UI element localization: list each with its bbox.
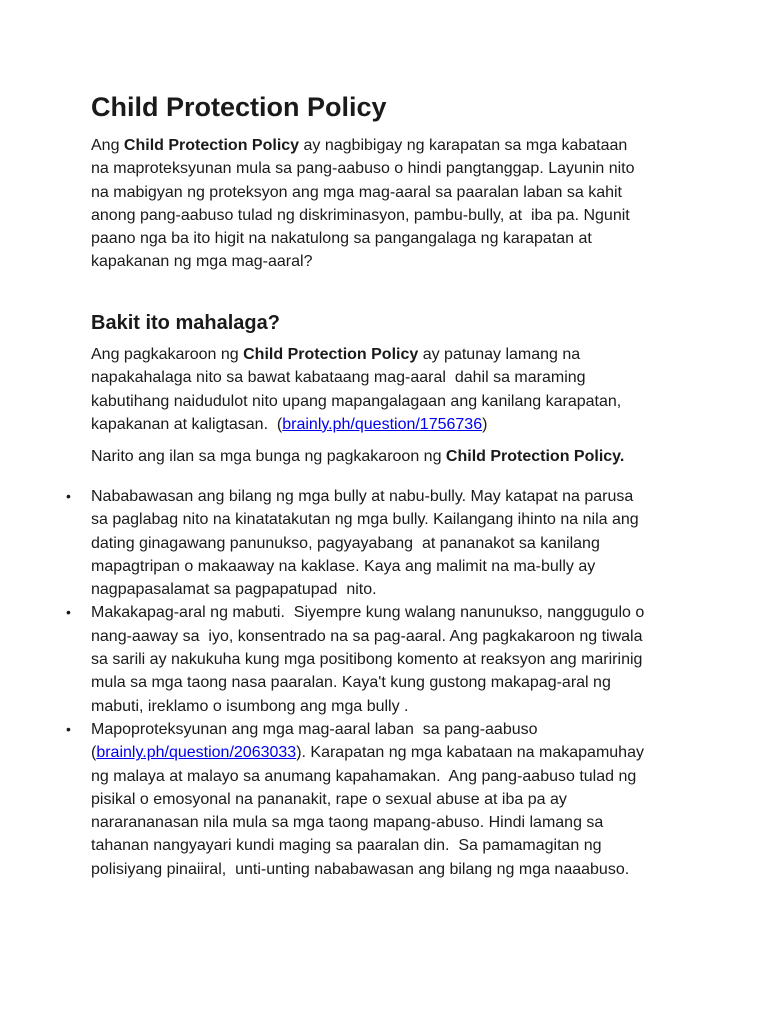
text-line (91, 648, 711, 671)
text-line (91, 671, 711, 694)
text-segment: paano nga ba ito higit na nakatulong sa pangangalaga ng karapatan at (91, 230, 592, 248)
text-line (91, 765, 711, 788)
text-segment: nang-aaway sa iyo, konsentrado na sa pag-aaral. Ang pagkakaroon ng tiwala (91, 627, 643, 645)
text-line (91, 445, 711, 468)
text-segment: kapakanan ng mga mag-aaral? (91, 253, 313, 271)
text-line (91, 741, 711, 764)
page-title: Child Protection Policy (91, 92, 387, 122)
text-line (91, 390, 711, 413)
text-line (91, 695, 711, 718)
brainly-link[interactable]: brainly.ph/question/2063033 (96, 744, 297, 762)
text-line (91, 858, 711, 881)
bullet-icon: • (66, 604, 71, 621)
text-segment: sa sarili ay nakukuha kung mga positibong komento at reaksyon ang maririnig (91, 651, 643, 669)
text-line (91, 204, 711, 227)
text-line (91, 555, 711, 578)
bold-text: Child Protection Policy (243, 346, 419, 363)
text-line (91, 157, 711, 180)
brainly-link[interactable]: brainly.ph/question/1756736 (282, 415, 483, 433)
list-item (66, 601, 711, 717)
text-segment: ay patunay lamang na (418, 346, 581, 363)
text-segment: nagpapasalamat sa pagpapatupad nito. (91, 581, 377, 599)
text-line (91, 578, 711, 601)
text-segment: Ang pagkakaroon ng (91, 346, 244, 363)
text-segment: tahanan nangyayari kundi maging sa paaralan din. Sa pamamagitan ng (91, 837, 602, 855)
text-segment: Ang (91, 137, 124, 154)
text-segment: sa paglabag nito na kinatatakutan ng mga bully. Kailangang ihinto na nila ang (91, 511, 639, 529)
text-segment: pisikal o emosyonal na pananakit, rape o sexual abuse at iba pa ay (91, 790, 567, 808)
text-segment: na mabigyan ng proteksyon ang mga mag-aaral sa paaralan laban sa kahit (91, 183, 622, 201)
benefits-intro-paragraph (91, 445, 711, 468)
section-heading: Bakit ito mahalaga? (91, 312, 280, 334)
text-segment: nararananasan nila mula sa mga taong mapang-abuso. Hindi lamang sa (91, 814, 604, 832)
text-line (91, 532, 711, 555)
list-item (66, 485, 711, 601)
text-segment: polisiyang pinaiiral, unti-unting nababawasan ang bilang ng mga naaabuso. (91, 860, 630, 878)
text-segment: ng malaya at malayo sa anumang kapahamakan. Ang pang-aabuso tulad ng (91, 767, 637, 785)
bold-text: Child Protection Policy. (445, 448, 625, 465)
bullet-icon: • (66, 488, 71, 504)
bold-text: Child Protection Policy (123, 137, 300, 154)
text-line (91, 811, 711, 834)
text-segment: Narito ang ilan sa mga bunga ng pagkakaroon ng (91, 448, 446, 465)
text-segment: Nababawasan ang bilang ng mga bully at nabu-bully. May katapat na parusa (91, 488, 634, 505)
text-segment: kapakanan at kaligtasan. ( (91, 415, 283, 433)
text-segment: Mapoproteksyunan ang mga mag-aaral laban sa pang-aabuso (91, 720, 538, 738)
text-line (91, 134, 711, 157)
text-segment: ay nagbibigay ng karapatan sa mga kabataan (299, 137, 628, 154)
text-segment: ). Karapatan ng mga kabataan na makapamuhay (296, 744, 644, 762)
text-line (91, 250, 711, 273)
text-segment: dating ginagawang panunukso, pagyayabang at pananakot sa kanilang (91, 534, 600, 552)
text-line (91, 625, 711, 648)
text-segment: mula sa mga taong nasa paaralan. Kaya't kung gustong makapag-aral ng (91, 674, 611, 692)
text-segment: napakahalaga nito sa bawat kabataang mag-aaral dahil sa maraming (91, 369, 586, 387)
text-line (91, 413, 711, 436)
text-line (91, 227, 711, 250)
importance-paragraph (91, 343, 711, 436)
intro-paragraph (91, 134, 711, 274)
text-line (91, 834, 711, 857)
text-segment: mabuti, ireklamo o isumbong ang mga bully . (91, 697, 409, 715)
text-line (91, 343, 711, 366)
text-line (91, 508, 711, 531)
benefits-list (66, 485, 711, 881)
text-segment: na maproteksyunan mula sa pang-aabuso o hindi pangtanggap. Layunin nito (91, 160, 635, 178)
text-line (91, 788, 711, 811)
list-item (66, 718, 711, 881)
bullet-icon: • (66, 720, 71, 737)
text-segment: Makakapag-aral ng mabuti. Siyempre kung walang nanunukso, nanggugulo o (91, 604, 645, 622)
text-segment: ( (91, 744, 97, 762)
text-line (91, 181, 711, 204)
text-line (91, 485, 711, 508)
text-segment: ) (482, 415, 488, 433)
text-line (91, 601, 711, 624)
text-segment: anong pang-aabuso tulad ng diskriminasyon, pambu-bully, at iba pa. Ngunit (91, 206, 630, 224)
text-segment: kabutihang naidudulot nito upang mapangalagaan ang kanilang karapatan, (91, 392, 622, 410)
text-segment: mapagtripan o makaaway na kaklase. Kaya ang malimit na ma-bully ay (91, 557, 596, 575)
text-line (91, 366, 711, 389)
text-line (91, 718, 711, 741)
